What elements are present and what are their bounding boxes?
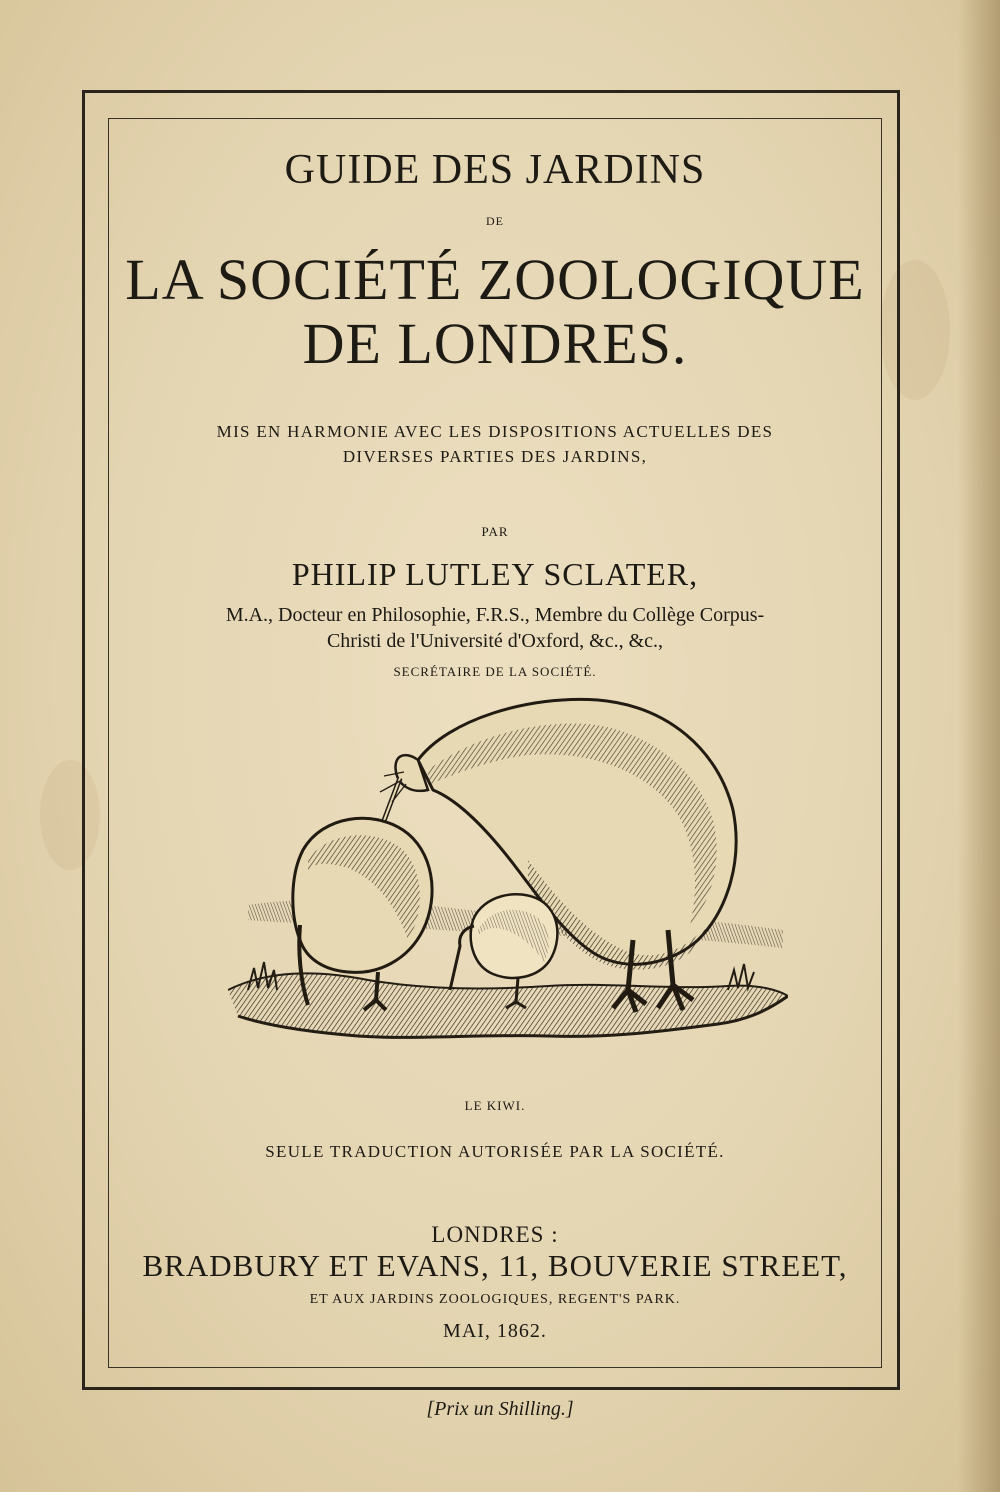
by-label: PAR (481, 524, 509, 539)
paper-edge (958, 0, 1000, 1492)
subtitle-line-1: MIS EN HARMONIE AVEC LES DISPOSITIONS ACTUELLES DES (216, 422, 774, 441)
author-role: SECRÉTAIRE DE LA SOCIÉTÉ. (393, 664, 597, 679)
illustration-caption: LE KIWI. (464, 1098, 526, 1113)
publisher-address: BRADBURY ET EVANS, 11, BOUVERIE STREET, (142, 1248, 848, 1283)
author-credentials-line-1: M.A., Docteur en Philosophie, F.R.S., Membre du Collège Corpus- (225, 604, 765, 626)
kiwi-engraving (228, 690, 788, 1090)
translation-note: SEULE TRADUCTION AUTORISÉE PAR LA SOCIÉTÉ. (265, 1142, 725, 1161)
publication-city: LONDRES : (431, 1222, 559, 1247)
publication-date: MAI, 1862. (443, 1320, 547, 1342)
secondary-seller: ET AUX JARDINS ZOOLOGIQUES, REGENT'S PARK. (309, 1292, 681, 1307)
price-note: [Prix un Shilling.] (426, 1398, 574, 1420)
title-connector: DE (486, 214, 504, 228)
title-line-1: GUIDE DES JARDINS (284, 147, 706, 193)
author-credentials-line-2: Christi de l'Université d'Oxford, &c., &c., (326, 630, 664, 652)
author-name: PHILIP LUTLEY SCLATER, (291, 556, 699, 592)
title-line-3: DE LONDRES. (302, 311, 688, 376)
subtitle-line-2: DIVERSES PARTIES DES JARDINS, (342, 447, 648, 466)
title-line-2: LA SOCIÉTÉ ZOOLOGIQUE (125, 247, 865, 312)
